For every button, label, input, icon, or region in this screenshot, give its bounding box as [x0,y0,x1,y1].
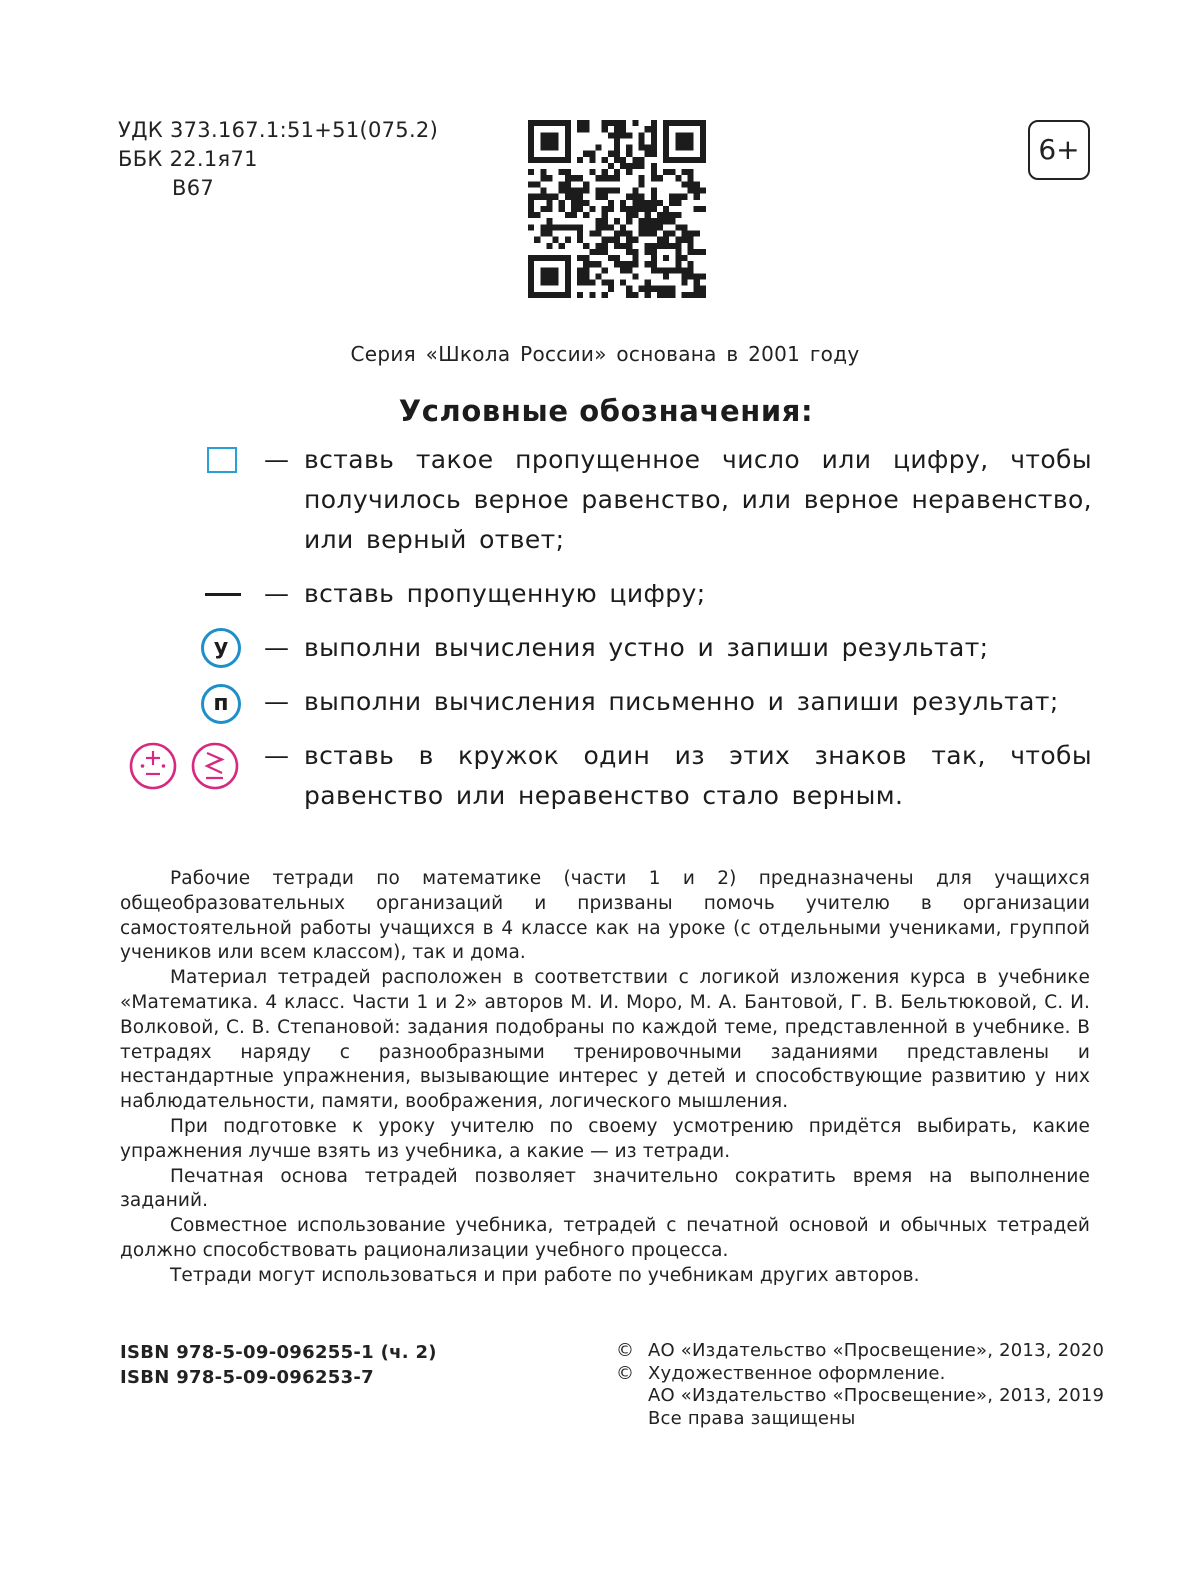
author-code: В67 [172,176,215,200]
copyright-design: Художественное оформление. [648,1362,946,1384]
legend-text: вставь такое пропущенное число или цифру, чтобы получилось верное равенство, или верное неравенство, или верный ответ; [304,445,1092,554]
udk-code: УДК 373.167.1:51+51(075.2) [118,118,439,142]
age-rating-badge: 6+ [1028,120,1090,180]
legend-dash: — [264,687,289,716]
rights-reserved: Все права защищены [648,1407,856,1429]
bbk-code: ББК 22.1я71 [118,147,258,171]
legend-dash: — [264,741,289,770]
paragraph: Материал тетрадей расположен в соответствии с логикой изложения курса в учебнике «Математика. 4 класс. Части 1 и 2» авторов М. И. Моро, М. А. Бантовой, Г. В. Бельтюковой, С. И. Волковой, С. В. Степановой: задания подобраны по каждой теме, представленной в учебнике. В тетрадях наряду с разнообразными тренировочными заданиями представлены и нестандартные упражнения, вызывающие интерес у детей и способствующие развитию у них наблюдательности, памяти, воображения, логического мышления. [120,967,1090,1113]
written-calc-icon: п [201,684,241,724]
plus-minus-sign-icon [128,741,178,791]
legend-dash: — [264,445,289,474]
qr-code[interactable] [528,120,706,298]
isbn-block [120,1340,437,1390]
empty-box-icon [207,447,237,473]
series-line: Серия «Школа России» основана в 2001 году [350,342,860,366]
legend-text: выполни вычисления письменно и запиши результат; [304,687,1059,716]
isbn-part: ISBN 978-5-09-096255-1 (ч. 2) [120,1342,437,1363]
paragraph: Тетради могут использоваться и при работе по учебникам других авторов. [170,1264,920,1286]
oral-calc-icon: у [201,628,241,668]
paragraph: Рабочие тетради по математике (части 1 и 2) предназначены для учащихся общеобразовательных организаций и призваны помочь учителю в организации самостоятельной работы учащихся в 4 классе как на уроке (с отдельными учениками, группой учеников или всем классом), так и дома. [120,868,1090,964]
legend-text: выполни вычисления устно и запиши результат; [304,633,989,662]
legend-dash: — [264,579,289,608]
paragraph: Печатная основа тетрадей позволяет значительно сократить время на выполнение заданий. [120,1165,1090,1212]
isbn-set: ISBN 978-5-09-096253-7 [120,1367,375,1388]
paragraph: При подготовке к уроку учителю по своему усмотрению придётся выбирать, какие упражнения лучше взять из учебника, а какие — из тетради. [120,1115,1090,1162]
legend-text: вставь пропущенную цифру; [304,579,706,608]
paragraph: Совместное использование учебника, тетрадей с печатной основой и обычных тетрадей должно способствовать рационализации учебного процесса. [120,1215,1090,1261]
legend-dash: — [264,633,289,662]
copyright-icon: © [616,1362,635,1384]
comparison-sign-icon [190,741,240,791]
copyright-block [616,1340,1104,1430]
classification-codes [118,116,438,203]
copyright-publisher: АО «Издательство «Просвещение», 2013, 2020 [648,1340,1105,1361]
copyright-design-publisher: АО «Издательство «Просвещение», 2013, 2019 [648,1385,1105,1406]
blank-line-icon [205,593,241,596]
copyright-icon: © [616,1340,635,1361]
preface-text [120,867,1090,1289]
legend-title: Условные обозначения: [398,394,814,428]
legend-text: вставь в кружок один из этих знаков так, чтобы равенство или неравенство стало верным. [304,741,1092,810]
